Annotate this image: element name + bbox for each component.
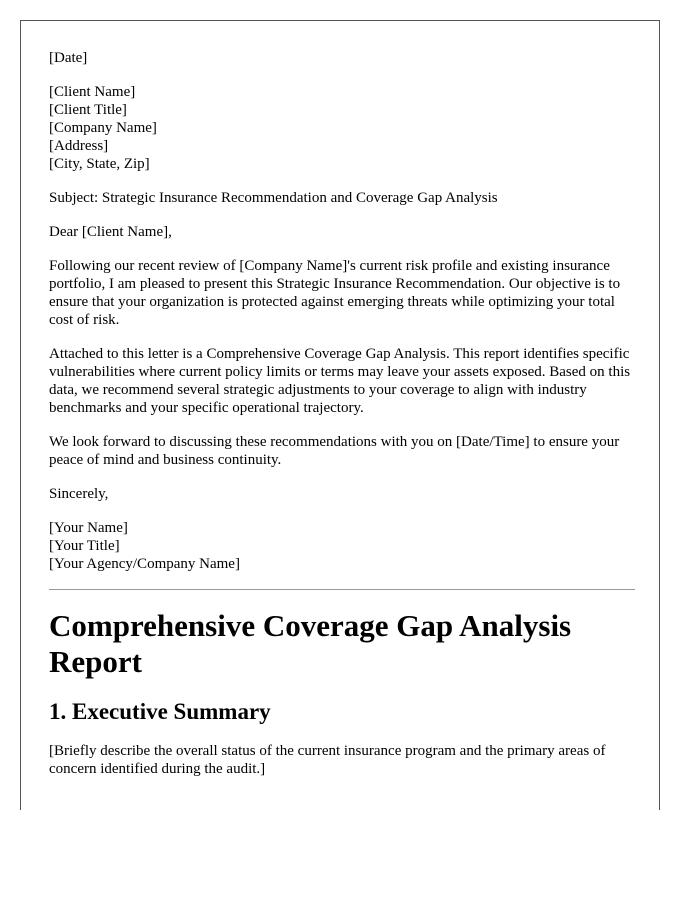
executive-summary-heading: 1. Executive Summary: [49, 699, 271, 724]
letter-paragraph-attachment: Attached to this letter is a Comprehensive Coverage Gap Analysis. This report identifies specific vulnerabilities where current policy limits or terms may leave your assets exposed. Based on this data, we recommend several strategic adjustments to your coverage to align with industry benchmarks and your specific operational trajectory.: [49, 346, 631, 416]
letter-paragraph-followup: We look forward to discussing these recommendations with you on [Date/Time] to ensure your peace of mind and business continuity.: [49, 434, 620, 468]
section-divider: [49, 589, 635, 590]
executive-summary-body: [Briefly describe the overall status of the current insurance program and the primary areas of concern identified during the audit.]: [49, 743, 606, 777]
letter-salutation: Dear [Client Name],: [49, 224, 172, 240]
recipient-address: [49, 83, 635, 173]
address-line-city-state-zip: [City, State, Zip]: [49, 156, 150, 172]
signature-agency: [Your Agency/Company Name]: [49, 556, 240, 572]
signature-block: [49, 519, 635, 573]
address-line-company-name: [Company Name]: [49, 120, 157, 136]
letter-subject: Subject: Strategic Insurance Recommendation and Coverage Gap Analysis: [49, 190, 498, 206]
document-page: [20, 20, 660, 810]
signature-title: [Your Title]: [49, 538, 120, 554]
report-title: Comprehensive Coverage Gap Analysis Report: [49, 608, 572, 679]
letter-closing: Sincerely,: [49, 486, 109, 502]
address-line-client-title: [Client Title]: [49, 102, 127, 118]
document-content: [49, 49, 635, 794]
address-line-address: [Address]: [49, 138, 109, 154]
letter-date: [Date]: [49, 50, 88, 66]
letter-paragraph-intro: Following our recent review of [Company Name]'s current risk profile and existing insurance portfolio, I am pleased to present this Strategic Insurance Recommendation. Our objective is to ensure that your organization is protected against emerging threats while optimizing your total cost of risk.: [49, 258, 621, 328]
signature-name: [Your Name]: [49, 520, 128, 536]
address-line-client-name: [Client Name]: [49, 84, 136, 100]
